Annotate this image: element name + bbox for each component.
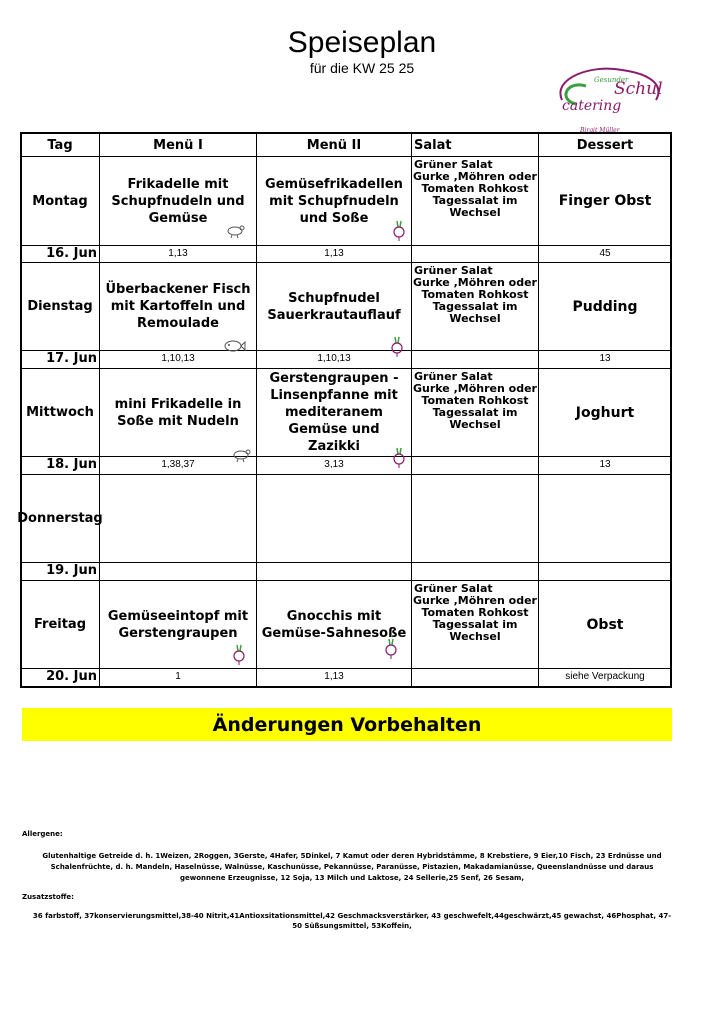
salad-rest: Gurke ,Möhren oder Tomaten Rohkost Tagessalat im Wechsel [413, 170, 537, 219]
allergen-code-menu1: 1,38,37 [161, 459, 195, 470]
allergen-code-menu1: 1 [175, 671, 181, 682]
header-salat: Salat [414, 137, 452, 153]
date-label: 17. Jun [46, 351, 97, 366]
allergen-code-menu2: 1,10,13 [317, 353, 351, 364]
day-label: Donnerstag [17, 511, 103, 526]
menu2-dish: Schupfnudel Sauerkrautauflauf [267, 290, 401, 323]
allergen-line: Schalenfrüchte, d. h. Mandeln, Haselnüsse, Walnüsse, Kaschunüsse, Pekannüsse, Paranüsse, Pistazien, Makadamianüsse, Queenslandnüsse und daraus [50, 863, 654, 871]
menu1-dish: Gemüseeintopf mit Gerstengraupen [107, 608, 249, 641]
allergen-code-menu2: 1,13 [324, 671, 344, 682]
allergen-heading: Allergene: [22, 830, 63, 838]
beet-icon [392, 220, 406, 242]
allergen-code-menu2: 3,13 [324, 459, 344, 470]
page-subtitle-text: für die KW 25 25 [309, 60, 415, 76]
header-menu2: Menü II [306, 137, 362, 153]
menu2-dish: Gerstengraupen - Linsenpfanne mit mediteranem Gemüse und Zazikki [269, 371, 399, 454]
salad-text [412, 265, 538, 325]
row-divider [20, 668, 672, 669]
date-label: 20. Jun [46, 669, 97, 684]
date-label: 18. Jun [46, 457, 97, 472]
header-menu1: Menü I [153, 137, 203, 153]
dessert: Finger Obst [558, 193, 652, 209]
logo-word-catering: catering [562, 98, 622, 114]
beet-icon [232, 644, 246, 666]
allergen-code-menu1: 1,10,13 [161, 353, 195, 364]
menu2-dish: Gemüsefrikadellen mit Schupfnudeln und Soße [265, 176, 403, 226]
row-divider [20, 245, 672, 246]
day-label: Freitag [33, 617, 87, 632]
dessert: Joghurt [575, 404, 635, 421]
column-divider [99, 133, 100, 687]
logo-word-gesunder: Gesunder [594, 76, 629, 84]
salad-text [412, 371, 538, 431]
additives-heading: Zusatzstoffe: [22, 893, 74, 901]
allergen-code-dessert: 13 [599, 353, 611, 364]
logo-word-schul: Schul [614, 79, 663, 99]
allergen-code-dessert: 45 [599, 248, 611, 259]
row-divider [20, 562, 672, 563]
row-divider [20, 350, 672, 351]
day-label: Montag [32, 193, 88, 209]
logo-signature: Birgit Müller [580, 127, 620, 134]
allergen-code-dessert: 13 [599, 459, 611, 470]
salad-first-line: Grüner Salat [414, 370, 493, 383]
salad-first-line: Grüner Salat [414, 264, 493, 277]
date-label: 16. Jun [46, 246, 97, 261]
column-divider [256, 133, 257, 687]
menu1-dish: Frikadelle mit Schupfnudeln und Gemüse [111, 176, 245, 226]
beet-icon [384, 638, 398, 660]
salad-rest: Gurke ,Möhren oder Tomaten Rohkost Tagessalat im Wechsel [413, 594, 537, 643]
date-label: 19. Jun [46, 563, 97, 578]
allergen-line: gewonnene Erzeugnisse, 12 Soja, 13 Milch und Laktose, 24 Sellerie,25 Senf, 26 Sesam, [180, 874, 524, 882]
menu1-dish: mini Frikadelle in Soße mit Nudeln [114, 396, 242, 429]
additives-line: 50 Süßsungsmittel, 53Koffein, [292, 922, 412, 930]
caterer-logo [552, 60, 664, 138]
row-divider [20, 456, 672, 457]
salad-rest: Gurke ,Möhren oder Tomaten Rohkost Tagessalat im Wechsel [413, 382, 537, 431]
menu1-dish: Überbackener Fisch mit Kartoffeln und Remoulade [105, 282, 251, 331]
dessert: Pudding [572, 298, 638, 315]
menu2-dish: Gnocchis mit Gemüse-Sahnesoße [261, 608, 407, 641]
header-tag: Tag [47, 137, 73, 153]
allergen-code-menu1: 1,13 [168, 248, 188, 259]
allergen-code-menu2: 1,13 [324, 248, 344, 259]
salad-text [412, 159, 538, 219]
salad-rest: Gurke ,Möhren oder Tomaten Rohkost Tagessalat im Wechsel [413, 276, 537, 325]
salad-text [412, 583, 538, 643]
page-title: Speiseplan [287, 26, 437, 59]
salad-first-line: Grüner Salat [414, 158, 493, 171]
salad-first-line: Grüner Salat [414, 582, 493, 595]
chicken-icon [224, 222, 246, 238]
additives-line: 36 farbstoff, 37konservierungsmittel,38-40 Nitrit,41Antioxsitationsmittel,42 Geschmacksverstärker, 43 geschwefelt,44geschwärzt,45 gewachst, 46Phosphat, 47- [32, 912, 672, 920]
header-dessert: Dessert [576, 137, 634, 153]
day-label: Dienstag [27, 299, 93, 314]
day-label: Mittwoch [26, 405, 94, 420]
row-divider [20, 474, 672, 475]
allergen-line: Glutenhaltige Getreide d. h. 1Weizen, 2Roggen, 3Gerste, 4Hafer, 5Dinkel, 7 Kamut oder deren Hybridstämme, 8 Krebstiere, 9 Eier,10 Fisch, 23 Erdnüsse und [42, 852, 662, 860]
changes-reserved-banner: Änderungen Vorbehalten [22, 708, 672, 741]
page-subtitle [250, 60, 474, 76]
allergen-code-dessert: siehe Verpackung [565, 671, 645, 682]
dessert: Obst [586, 616, 624, 633]
